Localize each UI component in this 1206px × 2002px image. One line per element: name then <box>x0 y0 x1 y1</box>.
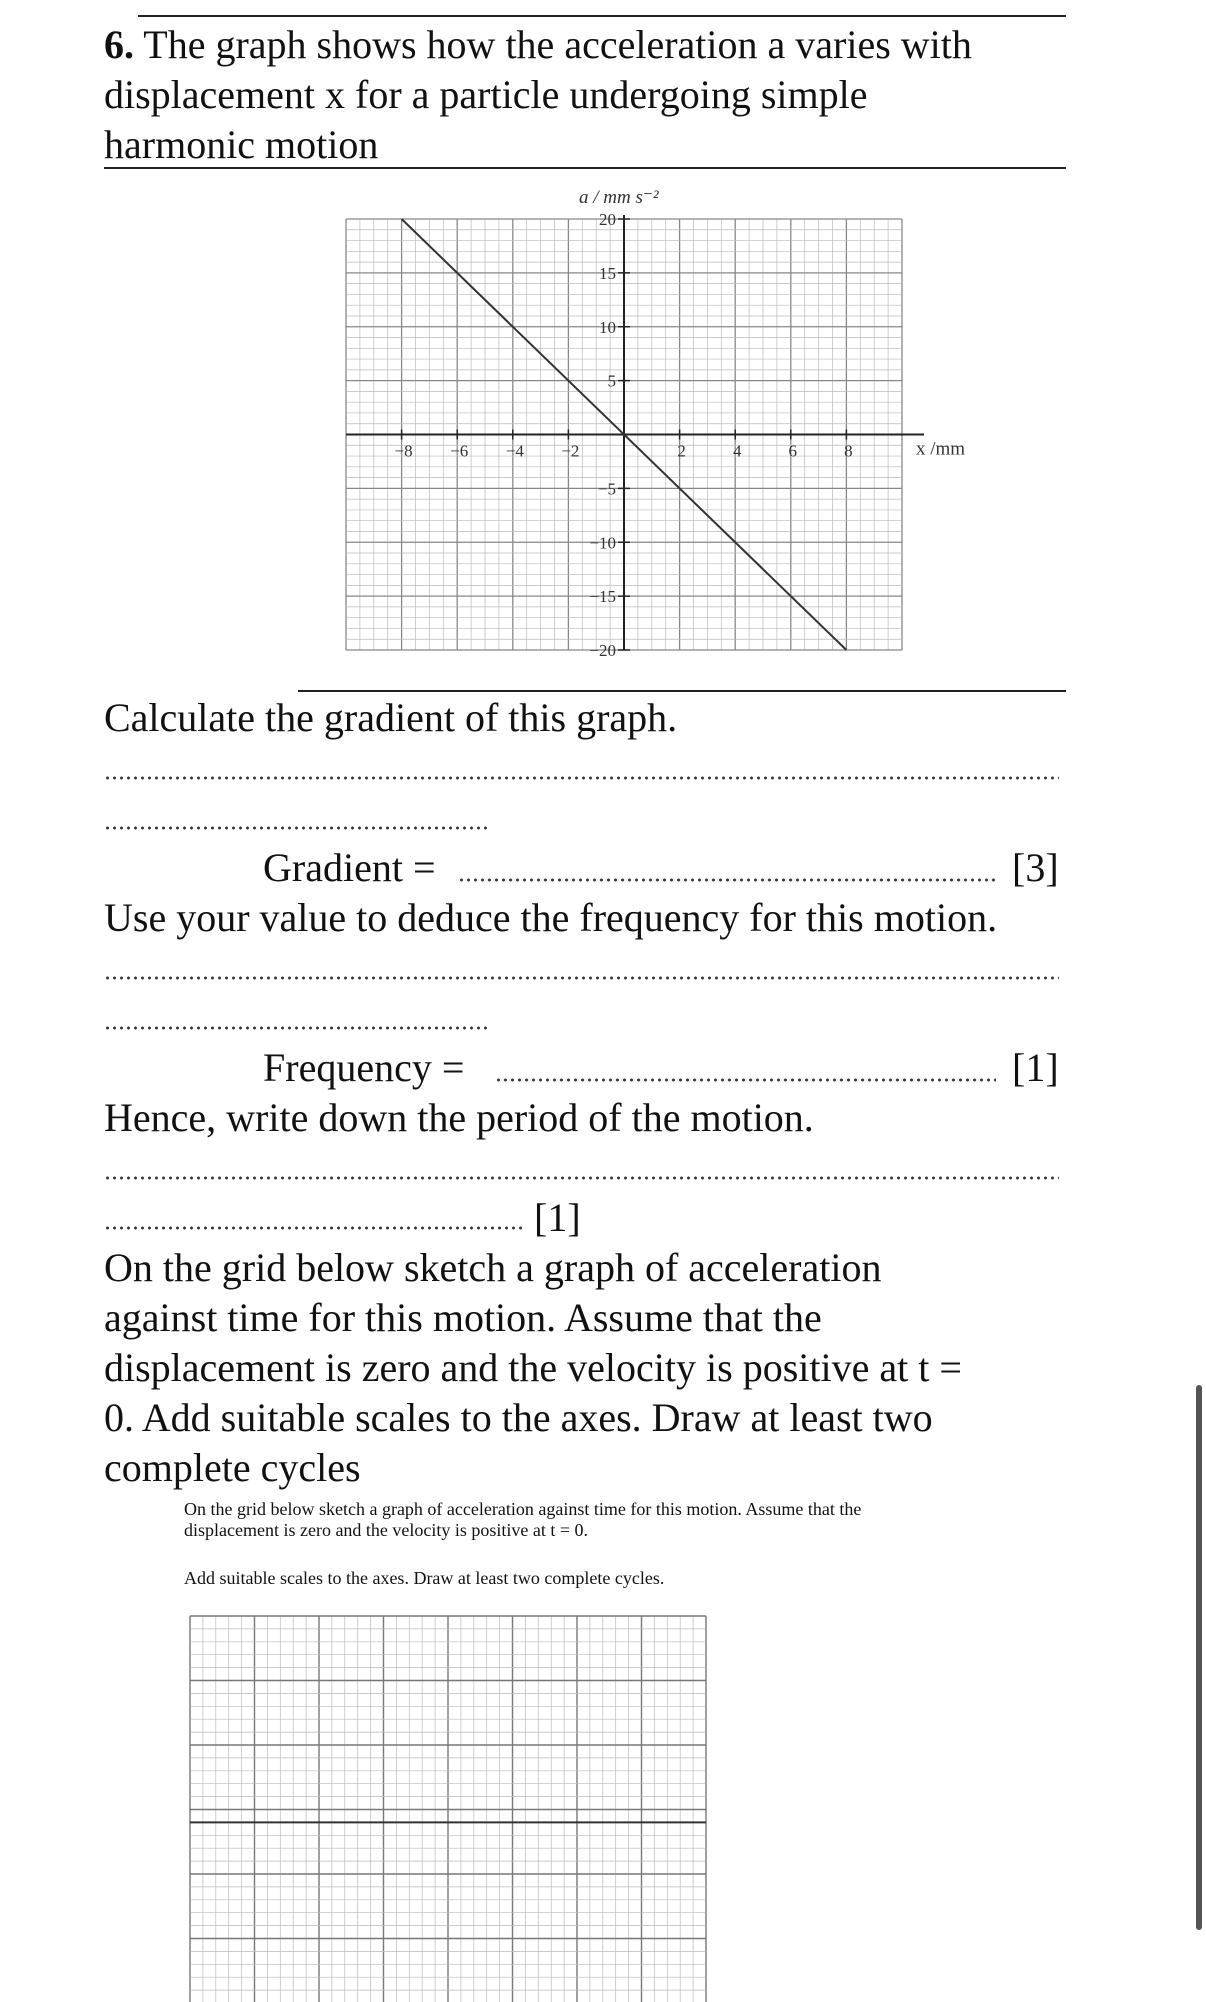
frequency-answer-line <box>495 1078 996 1082</box>
answer-line <box>104 1226 522 1230</box>
scrollbar-thumb[interactable] <box>1196 1385 1202 1930</box>
question-intro-3: harmonic motion <box>104 122 379 167</box>
answer-line <box>104 826 488 830</box>
scan-text-2: displacement is zero and the velocity is positive at t = 0. <box>184 1520 589 1540</box>
part1-question: Calculate the gradient of this graph. <box>104 695 678 740</box>
y-tick-label: 5 <box>607 371 616 391</box>
question-intro-2: displacement x for a particle undergoing simple <box>104 72 868 117</box>
y-tick-label: 20 <box>599 210 616 229</box>
x-axis-label: x /mm <box>916 438 966 460</box>
scan-text-3: Add suitable scales to the axes. Draw at least two complete cycles. <box>184 1568 665 1588</box>
frequency-label: Frequency = <box>263 1045 465 1090</box>
part2-question: Use your value to deduce the frequency for this motion. <box>104 895 998 940</box>
question-line-1 <box>104 20 972 70</box>
y-tick-label: −5 <box>597 479 616 499</box>
gradient-label: Gradient = <box>263 845 436 890</box>
x-tick-label: 8 <box>844 441 853 461</box>
x-tick-label: −4 <box>505 441 524 461</box>
y-tick-label: 15 <box>599 263 616 283</box>
question-number: 6. <box>104 22 134 67</box>
part2-marks: [1] <box>1012 1045 1059 1090</box>
x-tick-label: −6 <box>450 441 469 461</box>
answer-line <box>104 1176 1059 1180</box>
x-tick-label: 6 <box>788 441 798 461</box>
part4-line-1: On the grid below sketch a graph of acceleration <box>104 1245 882 1290</box>
graph-axes <box>346 215 924 650</box>
y-axis-label: a / mm s⁻² <box>579 187 659 208</box>
part3-marks: [1] <box>534 1195 581 1240</box>
chart-underline <box>298 690 1066 692</box>
answer-line <box>104 1026 488 1030</box>
part4-line-5: complete cycles <box>104 1445 361 1490</box>
acceleration-displacement-graph <box>330 180 970 660</box>
y-tick-label: −10 <box>589 533 616 553</box>
part4-line-4: 0. Add suitable scales to the axes. Draw at least two <box>104 1395 933 1440</box>
blank-sketch-grid[interactable] <box>186 1612 714 2002</box>
scan-text-1: On the grid below sketch a graph of acceleration against time for this motion. Assume that the <box>184 1499 862 1519</box>
x-tick-label: −8 <box>394 441 413 461</box>
y-tick-label: −20 <box>589 641 616 660</box>
part3-question: Hence, write down the period of the motion. <box>104 1095 814 1140</box>
gradient-answer-line <box>458 878 996 882</box>
y-tick-label: −15 <box>589 587 616 607</box>
y-tick-label: 10 <box>599 317 616 337</box>
top-rule <box>138 15 1066 17</box>
x-tick-label: 2 <box>677 441 686 461</box>
answer-line <box>104 776 1059 780</box>
question-intro-1: The graph shows how the acceleration a varies with <box>134 22 972 67</box>
intro-underline <box>104 167 1066 169</box>
part4-line-2: against time for this motion. Assume that the <box>104 1295 822 1340</box>
x-tick-label: −2 <box>561 441 580 461</box>
part1-marks: [3] <box>1012 845 1059 890</box>
x-tick-label: 4 <box>732 441 742 461</box>
answer-line <box>104 976 1059 980</box>
part4-line-3: displacement is zero and the velocity is positive at t = <box>104 1345 962 1390</box>
